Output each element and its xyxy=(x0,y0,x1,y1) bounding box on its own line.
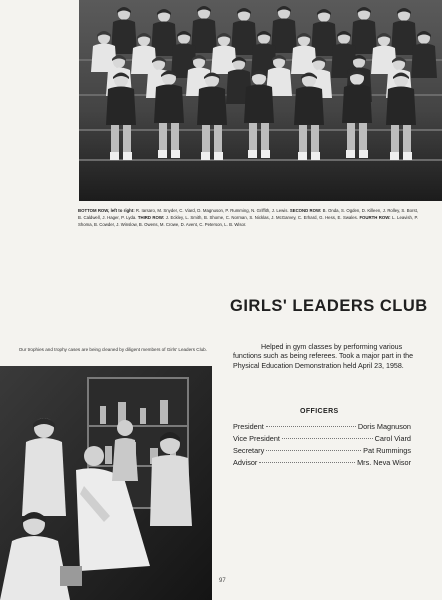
officer-row-secretary xyxy=(233,446,411,456)
team-photo-caption xyxy=(78,207,418,228)
leader-dots xyxy=(259,462,355,463)
leader-dots xyxy=(282,438,373,439)
officer-role: Vice President xyxy=(233,434,280,443)
caption-bottom-row-label: BOTTOM ROW, left to right: xyxy=(78,208,135,213)
caption-bottom-row-names: R. Iarsaro, M. Snyder, C. Viard, D. Magnuson, P. Rumming, N. Griffith, J. Lewis. xyxy=(135,208,289,213)
officer-row-advisor xyxy=(233,458,411,468)
officer-role: Secretary xyxy=(233,446,265,455)
club-title: GIRLS' LEADERS CLUB xyxy=(230,297,428,315)
trophy-photo-caption: Our trophies and trophy cases are being cleaned by diligent members of Girls' Leaders Club. xyxy=(18,347,207,352)
officer-role: President xyxy=(233,422,264,431)
leader-dots xyxy=(266,426,356,427)
caption-fourth-row-label: FOURTH ROW: xyxy=(359,215,391,220)
officer-name: Doris Magnuson xyxy=(357,422,411,431)
officer-name: Mrs. Neva Wisor xyxy=(357,458,411,467)
officer-name: Pat Rummings xyxy=(363,446,411,455)
officers-heading: OFFICERS xyxy=(300,408,339,415)
officer-name: Carol Viard xyxy=(374,434,411,443)
officer-role: Advisor xyxy=(233,458,258,467)
page-number: 97 xyxy=(219,578,226,584)
trophy-cleaning-photo xyxy=(0,366,212,600)
caption-second-row-names: B. Onda, S. Ogden, D. Killeen, J. Rolley, S. Borst, B. Caldwell, J. Hager, P. Lyda. xyxy=(78,208,419,220)
leader-dots xyxy=(266,450,361,451)
caption-third-row-names: J. Eckley, L. Smith, B. Shome, C. Norman, S. Nicklas, J. McGarvey, C. Erhard, G. Hess, E. Swales. xyxy=(165,215,359,220)
officer-row-vice-president xyxy=(233,434,411,444)
caption-third-row-label: THIRD ROW: xyxy=(137,215,165,220)
officer-row-president xyxy=(233,422,411,432)
club-description: Helped in gym classes by performing various functions such as being referees. Took a major part in the Physical Education Demonstration held April 23, 1958. xyxy=(233,343,414,370)
caption-fourth-row-names: L. Leavish, P. Shoma, B. Cowder, J. Winslow, B. Owens, M. Crowe, D. Avent, C. Peterson, L. B. Wisor. xyxy=(78,215,418,227)
team-group-photo xyxy=(79,0,442,201)
caption-second-row-label: SECOND ROW: xyxy=(289,208,322,213)
